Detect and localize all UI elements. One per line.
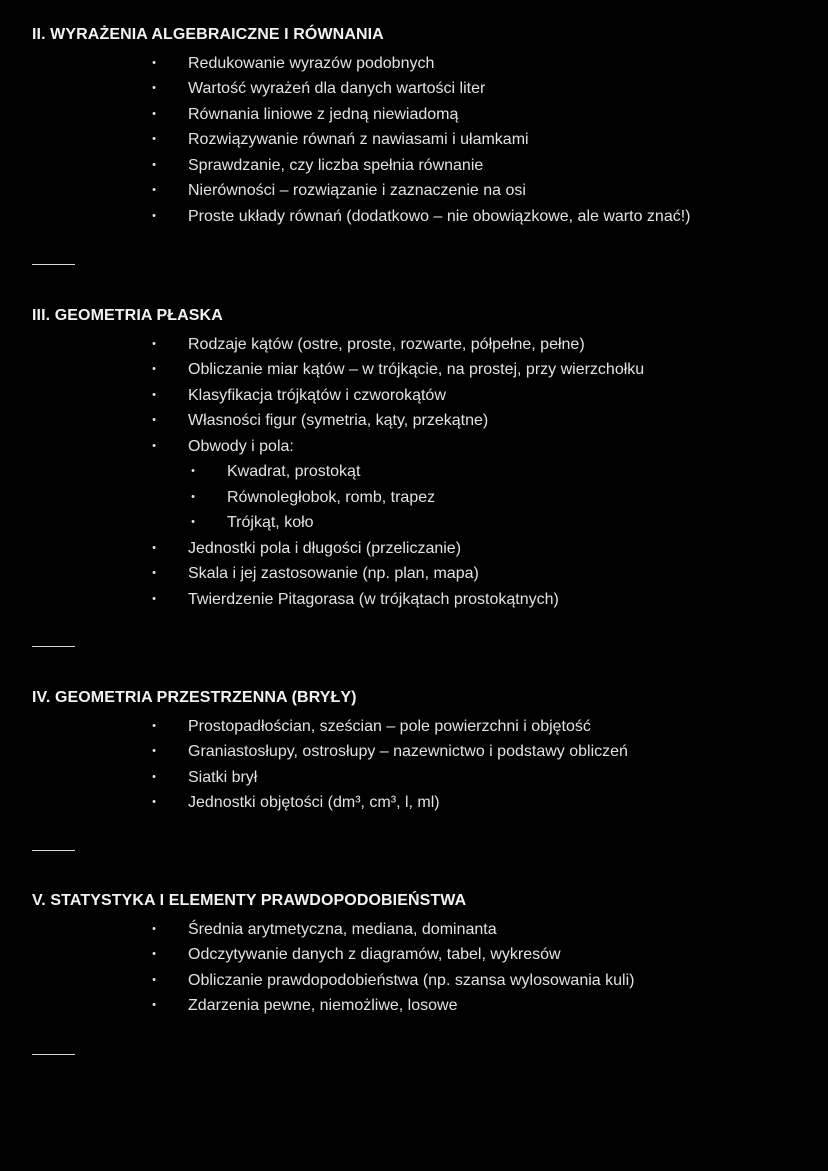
list-item-text: Obliczanie prawdopodobieństwa (np. szansa wylosowania kuli) — [188, 971, 635, 989]
list-item-text: Skala i jej zastosowanie (np. plan, mapa) — [188, 565, 479, 582]
section-divider — [32, 1054, 75, 1055]
bullet-icon: • — [191, 465, 195, 477]
section-heading: V. STATYSTYKA I ELEMENTY PRAWDOPODOBIEŃSTWA — [32, 892, 467, 909]
bullet-icon: • — [152, 796, 156, 808]
list-item-text: Jednostki objętości (dm³, cm³, l, ml) — [188, 794, 440, 811]
bullet-icon: • — [152, 567, 156, 579]
list-item-text: Obliczanie miar kątów – w trójkącie, na prostej, przy wierzchołku — [188, 361, 645, 378]
list-item-text: Klasyfikacja trójkątów i czworokątów — [188, 386, 446, 404]
list-item-text: Własności figur (symetria, kąty, przekątne) — [188, 412, 489, 429]
list-item-text: Równania liniowe z jedną niewiadomą — [188, 105, 459, 123]
bullet-icon: • — [191, 516, 195, 528]
bullet-icon: • — [152, 439, 156, 452]
list-item-text: Zdarzenia pewne, niemożliwe, losowe — [188, 997, 458, 1014]
list-item-text: Wartość wyrażeń dla danych wartości liter — [188, 80, 486, 97]
list-item-text: Jednostki pola i długości (przeliczanie) — [188, 539, 462, 557]
list-item-text: Nierówności – rozwiązanie i zaznaczenie na osi — [188, 182, 526, 199]
list-item-text: Rodzaje kątów (ostre, proste, rozwarte, półpełne, pełne) — [188, 335, 585, 353]
bullet-icon: • — [152, 388, 156, 401]
sub-list-item-text: Trójkąt, koło — [227, 514, 314, 531]
list-item-text: Graniastosłupy, ostrosłupy – nazewnictwo i podstawy obliczeń — [188, 743, 628, 760]
list-item-text: Proste układy równań (dodatkowo – nie obowiązkowe, ale warto znać!) — [188, 207, 691, 225]
bullet-icon: • — [152, 82, 156, 94]
sub-list-item-text: Równoległobok, romb, trapez — [227, 488, 436, 506]
list-item-text: Rozwiązywanie równań z nawiasami i ułamkami — [188, 131, 529, 148]
list-item-text: Średnia arytmetyczna, mediana, dominanta — [188, 920, 497, 938]
list-item-text: Redukowanie wyrazów podobnych — [188, 54, 435, 72]
bullet-icon: • — [152, 770, 156, 783]
section-heading: IV. GEOMETRIA PRZESTRZENNA (BRYŁY) — [32, 689, 357, 706]
list-item-text: Prostopadłościan, sześcian – pole powierzchni i objętość — [188, 717, 591, 735]
bullet-icon: • — [152, 592, 156, 605]
list-item-text: Sprawdzanie, czy liczba spełnia równanie — [188, 156, 484, 174]
list-item-text: Twierdzenie Pitagorasa (w trójkątach prostokątnych) — [188, 590, 559, 608]
bullet-icon: • — [152, 414, 156, 426]
bullet-icon: • — [152, 973, 156, 986]
bullet-icon: • — [152, 719, 156, 732]
section-divider — [32, 850, 75, 851]
bullet-icon: • — [152, 337, 156, 350]
bullet-icon: • — [152, 184, 156, 196]
bullet-icon: • — [152, 363, 156, 375]
bullet-icon: • — [152, 745, 156, 757]
section-divider — [32, 264, 75, 265]
bullet-icon: • — [152, 948, 156, 960]
bullet-icon: • — [152, 922, 156, 935]
list-item-text: Obwody i pola: — [188, 437, 294, 455]
bullet-icon: • — [152, 133, 156, 145]
list-item-text: Siatki brył — [188, 768, 258, 786]
section-divider — [32, 646, 75, 647]
bullet-icon: • — [152, 541, 156, 554]
list-item-text: Odczytywanie danych z diagramów, tabel, wykresów — [188, 946, 561, 963]
bullet-icon: • — [152, 56, 156, 69]
bullet-icon: • — [152, 209, 156, 222]
section-heading: II. WYRAŻENIA ALGEBRAICZNE I RÓWNANIA — [32, 26, 384, 43]
bullet-icon: • — [152, 999, 156, 1011]
bullet-icon: • — [152, 107, 156, 120]
section-heading: III. GEOMETRIA PŁASKA — [32, 307, 223, 324]
bullet-icon: • — [191, 490, 195, 503]
sub-list-item-text: Kwadrat, prostokąt — [227, 463, 361, 480]
bullet-icon: • — [152, 158, 156, 171]
